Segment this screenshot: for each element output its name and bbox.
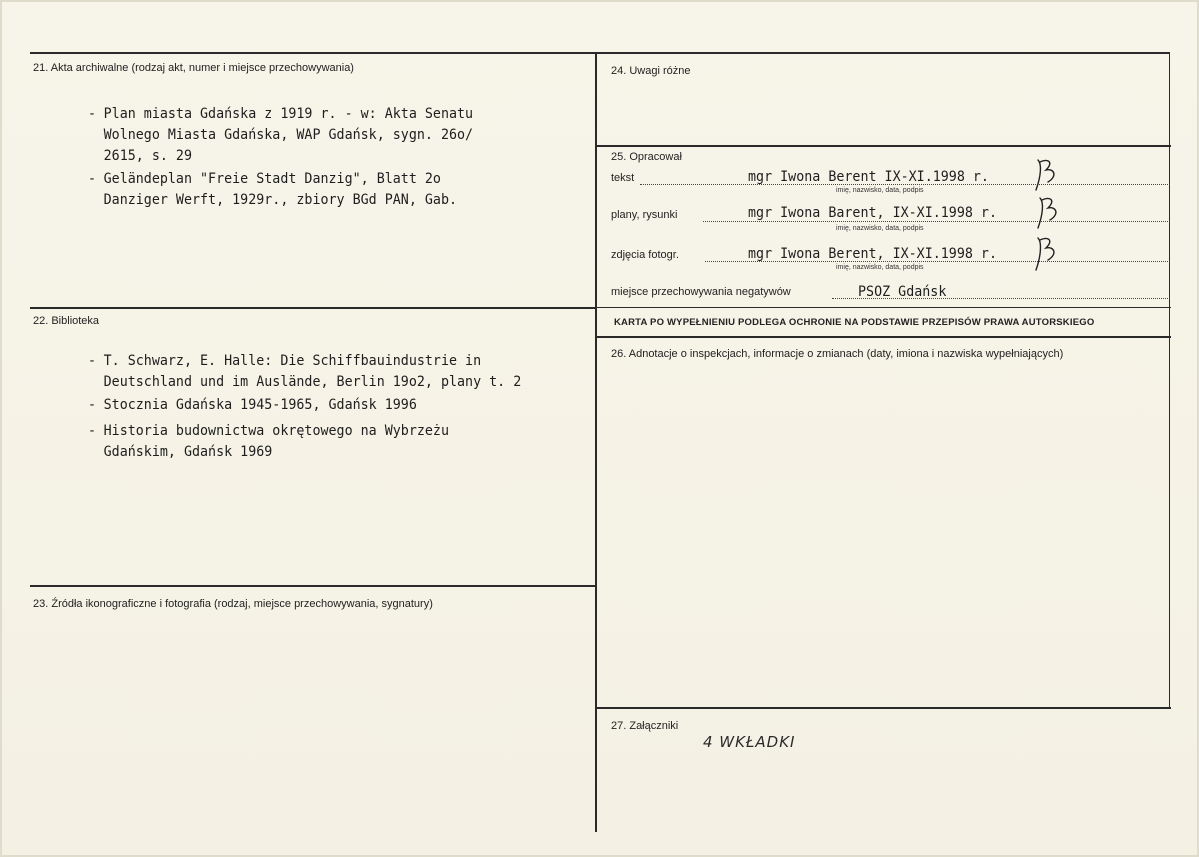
signature-plans	[1034, 194, 1076, 230]
entry-line: Deutschland und im Auslände, Berlin 19o2, plany t. 2	[103, 374, 522, 390]
rule-24-25	[596, 145, 1171, 147]
section-23-label: 23. Źródła ikonograficzne i fotografia (rodzaj, miejsce przechowywania, sygnatury)	[33, 598, 433, 610]
field-label-photos: zdjęcia fotogr.	[611, 249, 679, 261]
copyright-notice: KARTA PO WYPEŁNIENIU PODLEGA OCHRONIE NA PODSTAWIE PRZEPISÓW PRAWA AUTORSKIEGO	[614, 317, 1095, 328]
entry-line: Danziger Werft, 1929r., zbiory BGd PAN, Gab.	[103, 192, 458, 208]
section-22-label: 22. Biblioteka	[33, 315, 100, 327]
section-27-label: 27. Załączniki	[611, 720, 679, 732]
section-25-label: 25. Opracował	[611, 151, 682, 163]
section-26-label: 26. Adnotacje o inspekcjach, informacje o zmianach (daty, imiona i nazwiska wypełniających)	[611, 348, 1064, 360]
rule-22-23	[30, 585, 596, 587]
entry-line: Historia budownictwa okrętowego na Wybrzeżu	[103, 423, 449, 439]
entry-line: T. Schwarz, E. Halle: Die Schiffbauindustrie in	[103, 353, 482, 369]
field-value-text: mgr Iwona Berent IX-XI.1998 r.	[748, 169, 989, 185]
top-rule	[30, 52, 1170, 54]
attachments-handwritten: 4 WKŁADKI	[703, 733, 796, 751]
section-24-label: 24. Uwagi różne	[611, 65, 691, 77]
rule-25-notice	[596, 307, 1171, 308]
negatives-label: miejsce przechowywania negatywów	[611, 286, 791, 298]
entry-line: Geländeplan "Freie Stadt Danzig", Blatt 2o	[103, 171, 441, 187]
entry-dash: -	[88, 353, 97, 369]
entry-line: Gdańskim, Gdańsk 1969	[103, 444, 273, 460]
negatives-value: PSOZ Gdańsk	[858, 284, 947, 300]
signature-text	[1032, 156, 1074, 192]
right-edge-rule	[1169, 52, 1170, 708]
entry-line: Stocznia Gdańska 1945-1965, Gdańsk 1996	[103, 397, 417, 413]
center-vertical-rule	[595, 52, 597, 832]
entry-dash: -	[88, 423, 97, 439]
field-caption: imię, nazwisko, data, podpis	[836, 225, 924, 232]
rule-21-22	[30, 307, 596, 309]
entry-line: Plan miasta Gdańska z 1919 r. - w: Akta Senatu	[103, 106, 474, 122]
signature-photos	[1032, 234, 1074, 272]
entry-line: Wolnego Miasta Gdańska, WAP Gdańsk, sygn. 26o/	[103, 127, 474, 143]
rule-26-27	[596, 707, 1171, 709]
field-value-photos: mgr Iwona Berent, IX-XI.1998 r.	[748, 246, 997, 262]
entry-dash: -	[88, 171, 97, 187]
field-label-text: tekst	[611, 172, 635, 184]
entry-dash: -	[88, 106, 97, 122]
field-caption: imię, nazwisko, data, podpis	[836, 264, 924, 271]
field-caption: imię, nazwisko, data, podpis	[836, 187, 924, 194]
entry-line: 2615, s. 29	[103, 148, 192, 164]
entry-dash: -	[88, 397, 97, 413]
rule-notice-26	[596, 336, 1171, 338]
section-21-label: 21. Akta archiwalne (rodzaj akt, numer i miejsce przechowywania)	[33, 62, 354, 74]
field-label-plans: plany, rysunki	[611, 209, 678, 221]
field-value-plans: mgr Iwona Barent, IX-XI.1998 r.	[748, 205, 997, 221]
